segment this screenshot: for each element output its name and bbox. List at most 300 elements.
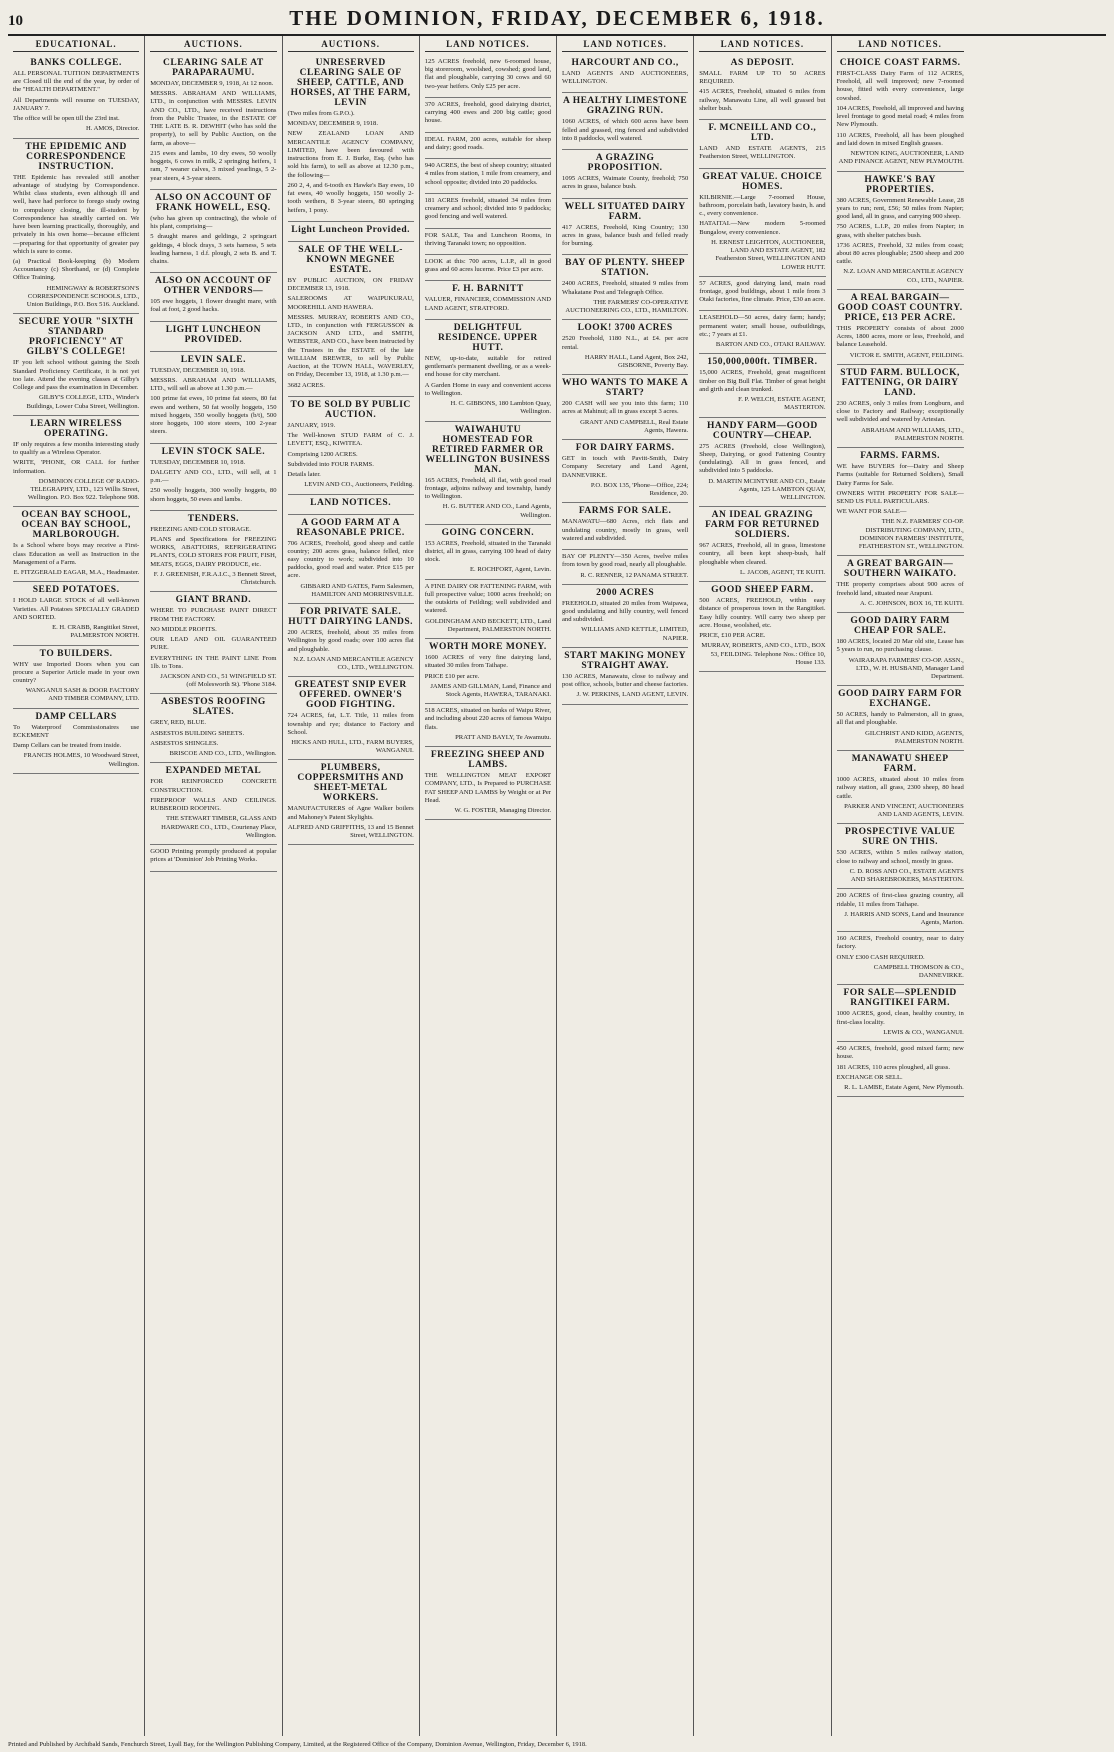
ad-text: 1000 ACRES, situated about 10 miles from railway station, all grass, 2300 sheep, 80 head cattle. bbox=[836, 776, 964, 800]
ad-text: GET in touch with Pavitt-Smith, Dairy Company Secretary and Land Agent, DANNEVIRKE. bbox=[562, 455, 689, 479]
ad-text: EVERYTHING IN THE PAINT LINE From 1lb. to Tons. bbox=[150, 654, 277, 670]
column-heading: LAND NOTICES. bbox=[699, 38, 825, 52]
advertisement bbox=[699, 507, 825, 582]
ad-title: A GREAT BARGAIN—SOUTHERN WAIKATO. bbox=[843, 559, 957, 580]
ad-text: FREEZING AND COLD STORAGE. bbox=[150, 525, 251, 533]
ad-text: FIRST-CLASS Dairy Farm of 112 ACRES, Freehold, all well improved; new 7-roomed house, fitted with every convenience, large cowshed. bbox=[836, 70, 964, 102]
ad-text: TUESDAY, DECEMBER 10, 1918. bbox=[150, 458, 246, 466]
ad-title: A GRAZING PROPOSITION. bbox=[587, 153, 663, 174]
advertisement bbox=[13, 582, 139, 645]
ad-text: FOR REINFORCED CONCRETE CONSTRUCTION. bbox=[150, 778, 277, 794]
advertisement bbox=[425, 580, 551, 639]
ad-signature: ALFRED AND GRIFFITHS, 13 and 15 Bennet Street, WELLINGTON. bbox=[287, 823, 414, 840]
ad-text: FOR SALE, Tea and Luncheon Rooms, in thriving Taranaki town; no opposition. bbox=[424, 231, 551, 247]
advertisement bbox=[699, 55, 825, 120]
ad-text: (Two miles from G.P.O.). bbox=[287, 110, 355, 117]
ad-text: 165 ACRES, Freehold, all flat, with good road frontage, adjoins railway and township, handy to Wellington. bbox=[424, 476, 551, 501]
ad-title: TO BUILDERS. bbox=[39, 648, 113, 659]
ad-text: 750 ACRES, L.I.P., 20 miles from Napier; in grass, with shelter patches bush. bbox=[836, 223, 964, 239]
ad-title: AS DEPOSIT. bbox=[730, 58, 795, 68]
ad-signature: HEMINGWAY & ROBERTSON'S CORRESPONDENCE SCHOOLS, LTD., Union Buildings, P.O. Box 516. Auckland. bbox=[26, 284, 140, 309]
ad-text: (who has given up contracting), the whole of his plant, comprising— bbox=[150, 214, 277, 231]
ad-text: 3682 ACRES. bbox=[287, 381, 325, 389]
advertisement bbox=[562, 550, 688, 585]
advertisement bbox=[288, 242, 414, 397]
advertisement bbox=[837, 932, 964, 985]
advertisement bbox=[425, 229, 551, 255]
ad-text: 180 ACRES, located 20 Mar old site, Lease has 5 years to run, no purchasing clause. bbox=[836, 638, 964, 654]
advertisement bbox=[13, 55, 139, 139]
ad-text: ONLY £300 CASH REQUIRED. bbox=[836, 953, 925, 961]
advertisement bbox=[425, 255, 551, 281]
ad-text: 967 ACRES, Freehold, all in grass, limestone country, all been kept sheep-bush, half ploughable when cleared. bbox=[699, 542, 826, 566]
advertisement bbox=[150, 322, 276, 352]
ad-text: THE property comprises about 900 acres of freehold land, situated near Arapuni. bbox=[836, 581, 964, 597]
ad-text: 530 ACRES, within 5 miles railway station, close to railway and school, mostly in grass. bbox=[836, 849, 964, 865]
ad-title: GOOD SHEEP FARM. bbox=[711, 585, 814, 596]
ad-text: 450 ACRES, freehold, good mixed farm; new house. bbox=[836, 1045, 964, 1061]
ad-text: THIS PROPERTY consists of about 2000 Acres, 1800 acres, more or less, Freehold, and balance Leasehold. bbox=[836, 324, 964, 349]
ad-signature: JAMES AND GILLMAN, Land, Finance and Stock Agents, HAWERA, TARANAKI. bbox=[430, 682, 551, 699]
ad-text: 2400 ACRES, Freehold, situated 9 miles from Whakatane Post and Telegraph Office. bbox=[562, 280, 689, 296]
ad-signature: A. C. JOHNSON, BOX 16, TE KUITI. bbox=[860, 599, 964, 607]
ad-text: Details later. bbox=[287, 471, 321, 479]
ad-text: 181 ACRES freehold, situated 34 miles from creamery and school; divided into 9 paddocks; good fencing and well watered. bbox=[424, 196, 551, 221]
advertisement bbox=[288, 760, 414, 845]
advertisement bbox=[562, 199, 688, 256]
ad-text: WHERE TO PURCHASE PAINT DIRECT FROM THE FACTORY. bbox=[150, 607, 277, 623]
advertisement bbox=[425, 133, 551, 159]
column-heading: LAND NOTICES. bbox=[837, 38, 964, 52]
ad-text: VALUER, FINANCIER, COMMISSION AND LAND AGENT, STRATFORD. bbox=[424, 296, 551, 312]
ad-title: GREAT VALUE. CHOICE HOMES. bbox=[702, 171, 823, 192]
ad-title: EXPANDED METAL bbox=[165, 766, 262, 777]
ad-title: GOING CONCERN. bbox=[441, 527, 535, 538]
ad-title: F. H. BARNITT bbox=[452, 284, 524, 295]
ad-title: OCEAN BAY SCHOOL, OCEAN BAY SCHOOL, MARLBOROUGH. bbox=[21, 510, 131, 541]
ad-signature: GRANT AND CAMPBELL, Real Estate Agents, Hawera. bbox=[580, 418, 689, 434]
ad-title: HANDY FARM—GOOD COUNTRY—CHEAP. bbox=[707, 420, 818, 441]
ad-title: 2000 ACRES bbox=[596, 587, 655, 598]
ad-signature: DOMINION COLLEGE OF RADIO-TELEGRAPHY, LTD., 123 Willis Street, Wellington. P.O. Box 922. Telephone 908. bbox=[27, 477, 140, 502]
ad-text: 370 ACRES, freehold, good dairying district, carrying 400 ewes and 200 big cattle; good house. bbox=[424, 100, 551, 125]
ad-signature: BARTON AND CO., OTAKI RAILWAY. bbox=[715, 341, 826, 349]
ad-title: PLUMBERS, COPPERSMITHS AND SHEET-METAL WORKERS. bbox=[297, 763, 404, 804]
ad-text: LAND AGENTS AND AUCTIONEERS, WELLINGTON. bbox=[562, 70, 689, 86]
advertisement bbox=[837, 556, 964, 613]
advertisement bbox=[425, 525, 551, 580]
ad-text: WE have BUYERS for—Dairy and Sheep Farms (suitable for Returned Soldiers), Small Dairy Farms for Sale. bbox=[836, 463, 964, 487]
ad-title: HARCOURT AND CO., bbox=[571, 58, 679, 68]
ad-signature: P.O. BOX 135, 'Phone—Office, 224; Residence, 20. bbox=[590, 481, 689, 498]
advertisement bbox=[837, 889, 964, 932]
ad-text: 706 ACRES, Freehold, good sheep and cattle country; 200 acres grass, balance felled, nice easy country to work; subdivided into 10 paddocks, good road and water. Price £15 per acre. bbox=[287, 539, 414, 580]
ad-text: 110 ACRES, Freehold, all has been ploughed and laid down in mixed English grasses. bbox=[836, 131, 964, 147]
advertisement bbox=[837, 172, 964, 290]
advertisement bbox=[562, 255, 688, 320]
ad-title: WAIWAHUTU HOMESTEAD FOR RETIRED FARMER OR WELLINGTON BUSINESS MAN. bbox=[425, 424, 551, 475]
advertisement bbox=[837, 824, 964, 889]
ad-signature: E. FITZGERALD EAGAR, M.A., Headmaster. bbox=[13, 569, 140, 577]
ad-text: MESSRS. ABRAHAM AND WILLIAMS, LTD., in conjunction with MESSRS. LEVIN AND CO., LTD., have received instructions from the Public Trustee, in the ESTATE OF THE LATE B. R. DEWHIT (who has sold the property), to sell by Public Auction, on the farm, as above— bbox=[150, 90, 277, 147]
ad-text: HATAITAI.—New modern 5-roomed Bungalow, every convenience. bbox=[699, 220, 826, 236]
ad-text: 100 prime fat ewes, 10 prime fat steers, 80 fat ewes and wethers, 50 fat woolly hoggets, 150 mixed hoggets, 350 woolly hoggets (b/t), 500 store hoggets, 100 store steers, 100 2-year steers. bbox=[150, 395, 277, 436]
ad-text: 1600 ACRES of very fine dairying land, situated 30 miles from Taihape. bbox=[424, 654, 551, 670]
ad-text: Damp Cellars can be treated from inside. bbox=[13, 742, 122, 750]
ad-title: DELIGHTFUL RESIDENCE. UPPER HUTT. bbox=[437, 322, 538, 353]
ad-title: HAWKE'S BAY PROPERTIES. bbox=[864, 174, 936, 195]
advertisement bbox=[699, 169, 825, 277]
ad-title: LEVIN SALE. bbox=[180, 354, 246, 365]
ad-text: 417 ACRES, Freehold, King Country; 130 acres in grass, balance bush and felled ready for burning. bbox=[562, 223, 689, 248]
ad-text: 1060 ACRES, of which 600 acres have been felled and grassed, ring fenced and subdivided into 8 paddocks, well watered. bbox=[562, 118, 689, 142]
ad-text: 2520 Freehold, 1180 N.L., at £4. per acre rental. bbox=[562, 335, 689, 351]
advertisement bbox=[837, 985, 964, 1042]
ad-text: 1000 ACRES, good, clean, healthy country, in first-class locality. bbox=[836, 1010, 964, 1026]
ad-text: 940 ACRES, the best of sheep country; situated 4 miles from station, 1 mile from creamery, and school opposite; divided into 20 paddocks. bbox=[424, 162, 551, 186]
ad-text: EXCHANGE OR SELL. bbox=[836, 1073, 903, 1081]
ad-text: NEW ZEALAND LOAN AND MERCANTILE AGENCY COMPANY, LIMITED, have been favoured with instructions from E. J. Burke, Esq. (who has sold his farm), to sell as above at 12.30 p.m., the following— bbox=[287, 130, 414, 179]
advertisement bbox=[288, 515, 414, 605]
ad-text: 15,000 ACRES, Freehold, great magnificent timber on Big Bull Flat. Timber of great height and girth and clean trunked. bbox=[699, 369, 826, 393]
ad-title: SECURE YOUR "SIXTH STANDARD PROFICIENCY" AT GILBY'S COLLEGE! bbox=[18, 317, 134, 358]
ad-text: 200 ACRES of first-class grazing country, all ridable, 11 miles from Taihape. bbox=[836, 892, 964, 908]
ad-signature: N.Z. LOAN AND MERCANTILE AGENCY CO., LTD., NAPIER. bbox=[843, 268, 964, 284]
ad-title: STUD FARM. BULLOCK, FATTENING, OR DAIRY LAND. bbox=[840, 367, 960, 398]
ad-signature: D. MARTIN MCINTYRE AND CO., Estate Agents, 125 LAMBTON QUAY, WELLINGTON. bbox=[708, 477, 826, 501]
ad-title: FOR DAIRY FARMS. bbox=[575, 443, 675, 454]
advertisement bbox=[288, 677, 414, 760]
ad-title: CLEARING SALE AT PARAPARAUMU. bbox=[163, 58, 264, 78]
imprint: Printed and Published by Archibald Sands, Fenchurch Street, Lyall Bay, for the Wellington Publishing Company, Limited, at the Registered Office of the Company, Dominion Avenue, Wellington, Friday, December 6, 1918. bbox=[8, 1741, 587, 1748]
column-1 bbox=[8, 36, 145, 1736]
ad-text: 275 ACRES (Freehold, close Wellington), Sheep, Dairying, or good Fattening Country (undulating). All in grass fenced, and subdivided into 5 paddocks. bbox=[699, 442, 826, 475]
column-heading: AUCTIONS. bbox=[150, 38, 276, 52]
ad-text: 160 ACRES, Freehold country, near to dairy factory. bbox=[836, 935, 964, 951]
ad-signature: VICTOR E. SMITH, AGENT, FEILDING. bbox=[849, 351, 964, 359]
advertisement bbox=[13, 139, 139, 315]
ad-title: FREEZING SHEEP AND LAMBS. bbox=[430, 750, 545, 771]
ad-title: LEARN WIRELESS OPERATING. bbox=[30, 418, 123, 439]
ad-text: ASBESTOS SHINGLES. bbox=[150, 739, 219, 747]
advertisement bbox=[699, 277, 825, 312]
ad-text: MANUFACTURERS of Agne Walker boilers and Mahoney's Patent Skylights. bbox=[287, 805, 414, 821]
ad-title: GOOD DAIRY FARM CHEAP FOR SALE. bbox=[850, 616, 950, 637]
ad-text: DALGETY AND CO., LTD., will sell, at 1 p.m.— bbox=[150, 468, 277, 485]
column-heading: EDUCATIONAL. bbox=[13, 38, 139, 52]
ad-signature: W. G. FOSTER, Managing Director. bbox=[454, 807, 551, 815]
ad-title: BAY OF PLENTY. SHEEP STATION. bbox=[565, 258, 686, 279]
masthead bbox=[8, 6, 1106, 32]
ad-text: OUR LEAD AND OIL GUARANTEED PURE. bbox=[150, 636, 277, 652]
ad-text: WRITE, 'PHONE, OR CALL for further information. bbox=[13, 459, 140, 475]
ad-signature: R. L. LAMBE, Estate Agent, New Plymouth. bbox=[844, 1084, 964, 1092]
ad-text: ALL PERSONAL TUITION DEPARTMENTS are Closed till the end of the year, by order of the "HEALTH DEPARTMENT." bbox=[13, 70, 140, 94]
ad-text: The Well-known STUD FARM of C. J. LEVETT, ESQ., KIWITEA. bbox=[287, 432, 414, 448]
advertisement bbox=[13, 416, 139, 508]
ad-text: Comprising 1200 ACRES. bbox=[287, 450, 358, 458]
ad-title: A HEALTHY LIMESTONE GRAZING RUN. bbox=[563, 96, 688, 117]
advertisement bbox=[562, 55, 688, 93]
ad-title: GREATEST SNIP EVER OFFERED. OWNER'S GOOD FIGHTING. bbox=[294, 680, 407, 711]
advertisement bbox=[425, 281, 551, 319]
ad-signature: F. P. WELCH, ESTATE AGENT, MASTERTON. bbox=[738, 396, 826, 412]
advertisement bbox=[562, 93, 688, 150]
ad-title: DAMP CELLARS bbox=[35, 711, 117, 722]
ad-text: 200 ACRES, freehold, about 35 miles from Wellington by good roads; over 100 acres flat and ploughable. bbox=[287, 629, 414, 653]
ad-text: MANAWATU—680 Acres, rich flats and undulating country, mostly in grass, well watered and subdivided. bbox=[562, 518, 689, 542]
ad-text: GREY, RED, BLUE. bbox=[150, 719, 206, 727]
ad-signature: H. AMOS, Director. bbox=[85, 125, 140, 133]
ad-text: MESSRS. ABRAHAM AND WILLIAMS, LTD., will sell as above at 1.30 p.m.— bbox=[150, 376, 277, 393]
advertisement bbox=[150, 55, 276, 190]
ad-signature: HICKS AND HULL, LTD., FARM BUYERS, WANGANUI. bbox=[291, 739, 414, 755]
ad-title: F. MCNEILL AND CO., LTD. bbox=[708, 123, 817, 144]
ad-text: WHY use Imported Doors when you can procure a Superior Article made in your own country? bbox=[13, 660, 140, 685]
advertisement bbox=[150, 694, 276, 763]
ad-signature: GIBBARD AND GATES, Farm Salesmen, HAMILTON AND MORRINSVILLE. bbox=[300, 582, 414, 598]
advertisement bbox=[562, 648, 688, 705]
advertisement bbox=[425, 159, 551, 194]
ad-signature: CAMPBELL THOMSON & CO., DANNEVIRKE. bbox=[873, 963, 964, 980]
ad-title: WHO WANTS TO MAKE A START? bbox=[562, 378, 689, 399]
ad-text: 130 ACRES, Manawatu, close to railway and post office, schools, butter and cheese factories. bbox=[562, 672, 689, 689]
ad-text: 1736 ACRES, Freehold, 32 miles from coast; about 80 acres ploughable; 2500 sheep and 200 cattle. bbox=[836, 241, 964, 266]
ad-text: MESSRS. MURRAY, ROBERTS AND CO., LTD., in conjunction with FERGUSSON & JACKSON AND LTD., and SMITH, WEBSTER, AND CO., have been instructed by the Trustees in the ESTATE of the late WILLIAM BREWER, to sell by Public Auction, at the TOWN HALL, WAVERLEY, on Friday, December 13, 1918, at 1.30 p.m.— bbox=[287, 313, 414, 379]
advertisement bbox=[837, 290, 964, 365]
ad-text: BAY OF PLENTY—350 Acres, twelve miles from town by good road, nearly all ploughable. bbox=[562, 553, 689, 569]
ad-title: FOR SALE—SPLENDID RANGITIKEI FARM. bbox=[843, 988, 957, 1009]
column-2 bbox=[145, 36, 282, 1736]
ad-text: 230 ACRES, only 3 miles from Longburn, and close to Factory and Railway; exceptionally well subdivided and watered by Artesian. bbox=[836, 399, 964, 424]
ad-text: 181 ACRES, 110 acres ploughed, all grass. bbox=[836, 1063, 950, 1071]
ad-text: 105 ewe hoggets, 1 flower draught mare, with foal at foot, 2 good hacks. bbox=[150, 298, 277, 314]
ad-text: WE WANT FOR SALE— bbox=[836, 508, 907, 516]
ad-text: BY PUBLIC AUCTION, ON FRIDAY DECEMBER 13, 1918. bbox=[287, 276, 414, 293]
advertisement bbox=[425, 55, 551, 98]
ad-title: ALSO ON ACCOUNT OF FRANK HOWELL, ESQ. bbox=[154, 192, 272, 213]
advertisement bbox=[562, 150, 688, 198]
ad-title: LIGHT LUNCHEON PROVIDED. bbox=[165, 324, 261, 345]
advertisement bbox=[288, 55, 414, 222]
ad-text: SMALL FARM UP TO 50 ACRES REQUIRED. bbox=[699, 70, 826, 86]
ad-title: UNRESERVED CLEARING SALE OF SHEEP, CATTLE, AND HORSES, AT THE FARM, LEVIN bbox=[290, 58, 411, 108]
ad-text: ASBESTOS BUILDING SHEETS. bbox=[150, 729, 245, 737]
ad-text: IF you left school without gaining the Sixth Standard Proficiency Certificate, it is not yet too late. Attend the evening classes at Gilby's College and pass the examination in December. bbox=[13, 359, 140, 392]
advertisement bbox=[562, 375, 688, 440]
ad-title: CHOICE COAST FARMS. bbox=[839, 58, 961, 68]
advertisement bbox=[562, 320, 688, 375]
ad-title: ASBESTOS ROOFING SLATES. bbox=[161, 697, 266, 718]
ad-signature: FRANCIS HOLMES, 10 Woodward Street, Wellington. bbox=[23, 752, 140, 768]
advertisement bbox=[425, 639, 551, 704]
ad-title: WORTH MORE MONEY. bbox=[428, 642, 547, 653]
advertisement bbox=[699, 311, 825, 354]
ad-signature: E. H. CRABB, Rangitikei Street, PALMERSTON NORTH. bbox=[52, 624, 140, 640]
ad-text: JANUARY, 1919. bbox=[287, 421, 336, 429]
ad-signature: H. G. BUTTER AND CO., Land Agents, Wellington. bbox=[442, 503, 551, 519]
ad-text: 380 ACRES, Government Renewable Lease, 28 years to run; rent, £56; 50 miles from Napier; good land, all in grass, and carrying 900 sheep. bbox=[836, 196, 964, 221]
ad-signature: WANGANUI SASH & DOOR FACTORY AND TIMBER COMPANY, LTD. bbox=[25, 687, 140, 703]
ad-signature: PARKER AND VINCENT, AUCTIONEERS AND LAND AGENTS, LEVIN. bbox=[844, 802, 964, 819]
advertisement bbox=[425, 747, 551, 820]
ad-text: 153 ACRES, Freehold, situated in the Taranaki district, all in grass, carrying 100 head of dairy stock. bbox=[424, 539, 551, 564]
ad-text: All Departments will resume on TUESDAY, JANUARY 7. bbox=[13, 96, 140, 112]
advertisement bbox=[562, 585, 688, 648]
advertisement bbox=[425, 320, 551, 422]
ad-title: FOR PRIVATE SALE. HUTT DAIRYING LANDS. bbox=[288, 607, 414, 628]
advertisement bbox=[150, 592, 276, 694]
ad-signature: NEWTON KING, AUCTIONEER, LAND AND FINANCE AGENT, NEW PLYMOUTH. bbox=[838, 150, 964, 166]
ad-text: A FINE DAIRY OR FATTENING FARM, with full prospective value; 1000 acres freehold; on the outskirts of Feilding; well subdivided and watered. bbox=[424, 582, 551, 615]
column-4 bbox=[420, 36, 557, 1736]
advertisement bbox=[13, 646, 139, 709]
ad-text: NO MIDDLE PROFITS. bbox=[150, 625, 217, 633]
ad-signature: LEVIN AND CO., Auctioneers, Feilding. bbox=[304, 481, 414, 489]
ad-signature: GILCHRIST AND KIDD, AGENTS, PALMERSTON NORTH. bbox=[865, 729, 964, 745]
advertisement bbox=[150, 273, 276, 321]
ad-text: 724 ACRES, fat, L.T. Title, 11 miles from township and rye; distance to Factory and School. bbox=[287, 712, 414, 736]
advertisement bbox=[837, 448, 964, 556]
ad-text: Is a School where boys may receive a First-class Education as well as Instruction in the Management of a Farm. bbox=[13, 542, 140, 566]
ad-text: (a) Practical Book-keeping (b) Modern Accountancy (c) Shorthand, or (d) Complete Office Training. bbox=[13, 257, 140, 282]
ad-title: PROSPECTIVE VALUE SURE ON THIS. bbox=[844, 827, 956, 848]
ad-text: 500 ACRES, FREEHOLD, within easy distance of prosperous town in the Rangitikei. Easy hilly country. Will carry two sheep per acre. House, woolshed, etc. bbox=[699, 597, 826, 629]
ad-text: IDEAL FARM, 200 acres, suitable for sheep and dairy; good roads. bbox=[424, 135, 551, 151]
ad-title: A REAL BARGAIN—GOOD COAST COUNTRY. PRICE, £13 PER ACRE. bbox=[837, 292, 963, 323]
ad-title: FARMS. FARMS. bbox=[860, 451, 940, 462]
ad-title: Light Luncheon Provided. bbox=[291, 224, 410, 235]
ad-text: TUESDAY, DECEMBER 10, 1918. bbox=[150, 366, 246, 374]
ad-text: PLANS and Specifications for FREEZING WORKS, ABATTOIRS, REFRIGERATING PLANTS, COLD STORES FOR FRUIT, FISH, MEATS, EGGS, DAIRY PRODUCE, etc. bbox=[150, 535, 277, 568]
ad-text: 57 ACRES, good dairying land, main road frontage, good buildings, about 1 mile from 3 Otaki factories, fine climate. Price, £30 an acre. bbox=[699, 279, 826, 304]
advertisement bbox=[150, 444, 276, 511]
ad-signature: THE FARMERS' CO-OPERATIVE AUCTIONEERING CO., LTD., HAMILTON. bbox=[565, 298, 689, 315]
advertisement bbox=[425, 704, 551, 747]
ad-title: FARMS FOR SALE. bbox=[578, 506, 672, 517]
advertisement bbox=[837, 55, 964, 172]
ad-title: MANAWATU SHEEP FARM. bbox=[851, 754, 949, 775]
ad-signature: GOLDINGHAM AND BECKETT, LTD., Land Department, PALMERSTON NORTH. bbox=[425, 617, 551, 633]
ad-title: LEVIN STOCK SALE. bbox=[161, 446, 266, 457]
ad-text: SALEROOMS AT WAIPUKURAU, MOOREHILL AND HAWERA. bbox=[287, 295, 414, 311]
ad-text: THE Epidemic has revealed still another advantage of studying by Correspondence. Whilst class students, even although ill and well, have had perforce to forego study owing to compulsory closing, the ill-student by Correspondence has steadily carried on. We have been learning practically, thoroughly, and privately in his own home—because efficient—preparing for that opportunity of greater pay which is sure to come. bbox=[13, 173, 140, 255]
advertisement bbox=[699, 582, 825, 672]
ad-signature: R. C. RENNER, 12 PANAMA STREET. bbox=[580, 571, 689, 579]
advertisement bbox=[562, 440, 688, 503]
ad-text: 1095 ACRES, Waimate County, freehold; 750 acres in grass, balance bush. bbox=[562, 175, 689, 191]
ad-title: GOOD DAIRY FARM FOR EXCHANGE. bbox=[838, 689, 963, 710]
ad-title: BANKS COLLEGE. bbox=[30, 58, 122, 68]
column-6 bbox=[694, 36, 831, 1736]
ad-signature: L. JACOB, AGENT, TE KUITI. bbox=[740, 568, 826, 576]
ad-text: MONDAY, DECEMBER 9, 1918. bbox=[287, 120, 378, 128]
ad-signature: H. ERNEST LEIGHTON, AUCTIONEER, LAND AND ESTATE AGENT, 182 Featherston Street, WELLINGTON AND LOWER HUTT. bbox=[711, 238, 826, 271]
ad-signature: PRATT AND BAYLY, Te Awamutu. bbox=[455, 733, 551, 741]
ad-signature: N.Z. LOAN AND MERCANTILE AGENCY CO., LTD., WELLINGTON. bbox=[293, 655, 414, 672]
ad-signature: MURRAY, ROBERTS, AND CO., LTD., BOX 53, FEILDING. Telephone Nos.: Office 10, House 133. bbox=[701, 642, 826, 666]
column-7 bbox=[832, 36, 969, 1736]
ad-signature: LEWIS & CO., WANGANUI. bbox=[883, 1028, 964, 1036]
ad-title: 150,000,000ft. TIMBER. bbox=[707, 357, 818, 368]
ad-title: GIANT BRAND. bbox=[175, 595, 252, 606]
ad-text: GOOD Printing promptly produced at popular prices at 'Dominion' Job Printing Works. bbox=[150, 848, 277, 864]
ad-text: LOOK at this: 700 acres, L.I.P., all in good grass and 60 acres lucerne. Price £3 per acre. bbox=[424, 257, 551, 274]
advertisement bbox=[425, 98, 551, 133]
ad-text: A Garden Home in easy and convenient access to Wellington. bbox=[424, 381, 551, 397]
advertisement bbox=[699, 354, 825, 417]
advertisement bbox=[13, 314, 139, 415]
ad-text: 518 ACRES, situated on banks of Waipu River, and including about 220 acres of famous Waipu flats. bbox=[424, 707, 551, 731]
ad-title: START MAKING MONEY STRAIGHT AWAY. bbox=[564, 650, 687, 671]
column-heading: LAND NOTICES. bbox=[425, 38, 551, 52]
ad-text: Subdivided into FOUR FARMS. bbox=[287, 460, 374, 468]
ad-text: MONDAY, DECEMBER 9, 1918, At 12 noon. bbox=[150, 80, 274, 87]
advertisement bbox=[13, 709, 139, 774]
ad-text: I HOLD LARGE STOCK of all well-known Varieties. All Potatoes SPECIALLY GRADED AND SORTED. bbox=[13, 597, 140, 621]
ad-title: LAND NOTICES. bbox=[310, 497, 392, 508]
advertisement bbox=[699, 120, 825, 168]
column-heading: AUCTIONS. bbox=[288, 38, 414, 52]
ad-text: IF only requires a few months interesting study to qualify as a Wireless Operator. bbox=[13, 440, 140, 457]
advertisement bbox=[425, 422, 551, 525]
ad-signature: GILBY'S COLLEGE, LTD., Winder's Buildings, Lower Cuba Street, Wellington. bbox=[26, 394, 140, 410]
ad-signature: THE STEWART TIMBER, GLASS AND HARDWARE CO., LTD., Courtenay Place, Wellington. bbox=[161, 815, 277, 839]
advertisement bbox=[562, 503, 688, 550]
ad-text: 125 ACRES freehold, new 6-roomed house, big storeroom, woolshed, cowshed; good land, flat and ploughable, carrying 30 cows and 60 two-year heifers. Only £25 per acre. bbox=[424, 58, 551, 90]
columns bbox=[8, 36, 1106, 1736]
ad-text: 415 ACRES, Freehold, situated 6 miles from railway, Manawatu Line, all well grassed but shelter bush. bbox=[699, 88, 826, 112]
ad-text: PRICE, £10 PER ACRE. bbox=[699, 632, 766, 640]
column-3 bbox=[283, 36, 420, 1736]
ad-title: ALSO ON ACCOUNT OF OTHER VENDORS— bbox=[154, 276, 272, 297]
ad-signature: J. W. PERKINS, LAND AGENT, LEVIN. bbox=[576, 691, 689, 699]
ad-signature: JACKSON AND CO., 51 WINGFIELD ST. (off Molesworth St). 'Phone 3184. bbox=[160, 673, 277, 689]
ad-text: The office will be open till the 23rd inst. bbox=[13, 115, 120, 123]
ad-signature: J. HARRIS AND SONS, Land and Insurance Agents, Marton. bbox=[844, 910, 964, 926]
ad-title: SALE OF THE WELL-KNOWN MEGNEE ESTATE. bbox=[298, 244, 403, 275]
advertisement bbox=[837, 751, 964, 824]
ad-text: 260 2, 4, and 6-tooth ex Hawke's Bay ewes, 10 fat ewes, 40 woolly hoggets, 150 woolly 2-tooth wethers, 8 3-year steers, 80 springing heifers, 1 pony. bbox=[287, 181, 414, 214]
advertisement bbox=[837, 686, 964, 751]
ad-title: TO BE SOLD BY PUBLIC AUCTION. bbox=[290, 399, 411, 420]
advertisement bbox=[150, 511, 276, 593]
ad-text: KILBIRNIE.—Large 7-roomed House, bathroom, porcelain bath, lavatory basin, h. and c., every convenience. bbox=[699, 193, 826, 218]
ad-title: THE EPIDEMIC AND CORRESPONDENCE INSTRUCTION. bbox=[25, 141, 127, 172]
advertisement bbox=[150, 352, 276, 444]
ad-text: THE WELLINGTON MEAT EXPORT COMPANY, LTD., Is Prepared to PURCHASE FAT SHEEP AND LAMBS by Weight or at Per Head. bbox=[424, 772, 551, 804]
ad-title: SEED POTATOES. bbox=[32, 585, 120, 596]
ad-signature: E. ROCHFORT, Agent, Levin. bbox=[470, 566, 551, 574]
advertisement bbox=[150, 845, 276, 871]
ad-title: LOOK! 3700 ACRES bbox=[577, 323, 673, 334]
advertisement bbox=[837, 613, 964, 686]
ad-title: A GOOD FARM AT A REASONABLE PRICE. bbox=[296, 517, 405, 538]
advertisement bbox=[837, 1042, 964, 1097]
ad-text: LAND AND ESTATE AGENTS, 215 Featherston Street, WELLINGTON. bbox=[699, 145, 826, 161]
ad-signature: H. C. GIBBONS, 180 Lambton Quay, Wellington. bbox=[450, 400, 551, 416]
advertisement bbox=[425, 194, 551, 229]
ad-text: 104 ACRES, Freehold, all improved and having level frontage to good metal road; 4 miles from New Plymouth. bbox=[836, 104, 964, 129]
column-heading: LAND NOTICES. bbox=[562, 38, 688, 52]
ad-text: 215 ewes and lambs, 10 dry ewes, 50 woolly hoggets, 6 cows in milk, 2 springing heifers, 1 ram, 7 weaner calves, 3 mixed yearlings, 5 2-year steers, 4 3-year steers. bbox=[150, 149, 277, 182]
column-5 bbox=[557, 36, 694, 1736]
ad-text: FIREPROOF WALLS AND CEILINGS. RUBBEROID ROOFING. bbox=[150, 796, 277, 813]
ad-text: 200 CASH will see you into this farm; 110 acres at Mahinui; all in grass except 3 acres. bbox=[562, 400, 689, 416]
ad-text: 5 draught mares and geldings, 2 springcart geldings, 4 block drays, 3 sets harness, 5 sets leading harness, 1 d.f. plough, 2 sets B. and T. chains. bbox=[150, 233, 277, 265]
advertisement bbox=[150, 763, 276, 845]
ad-signature: THE N.Z. FARMERS' CO-OP. DISTRIBUTING COMPANY, LTD., DOMINION FARMERS' INSTITUTE, FEATHERSTON ST., WELLINGTON. bbox=[858, 518, 964, 551]
